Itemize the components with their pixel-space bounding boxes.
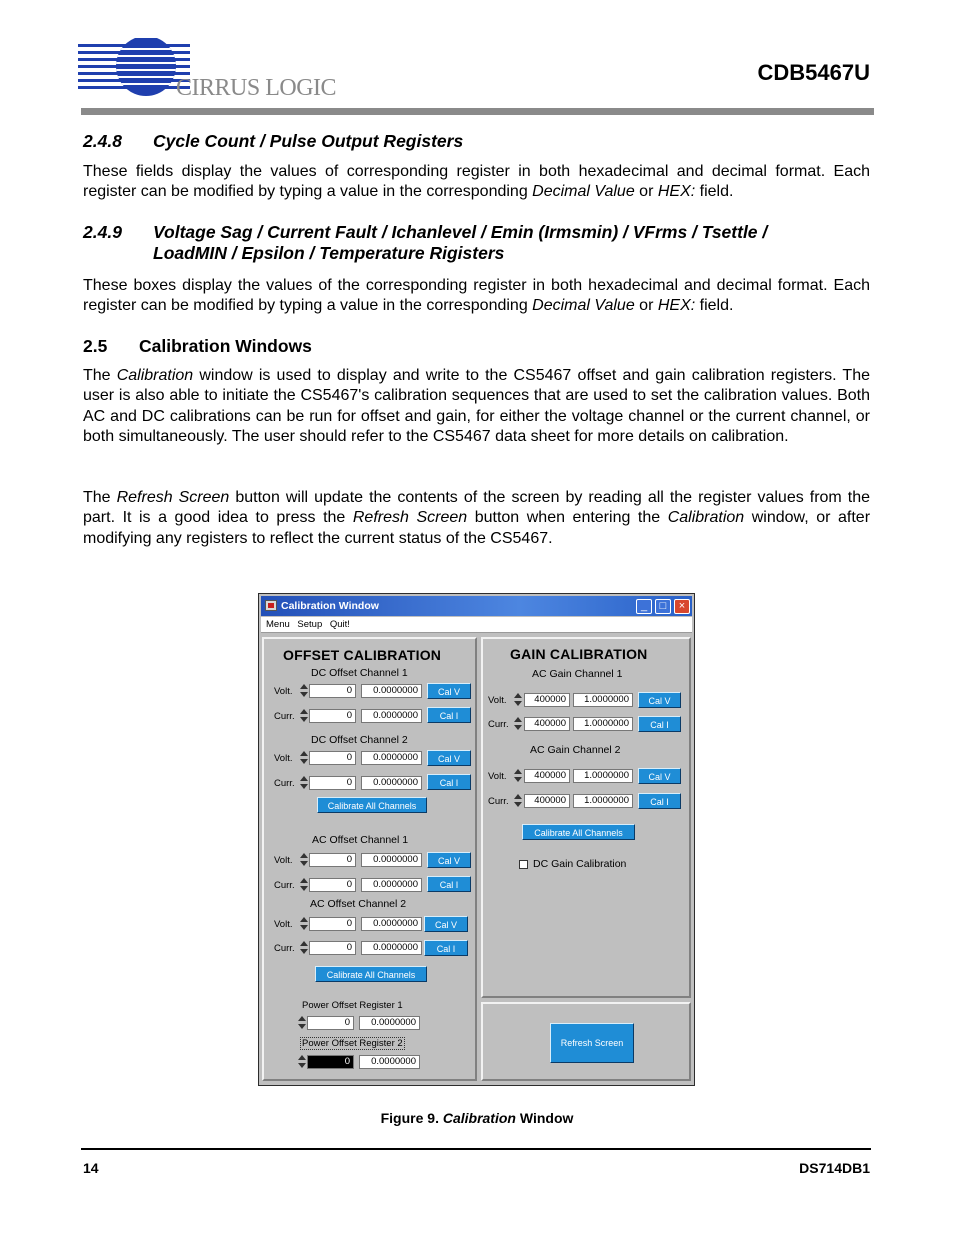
- spinner-icon[interactable]: [300, 684, 308, 697]
- hex-value-field[interactable]: 1.0000000: [573, 717, 633, 731]
- dc-offset-ch1-heading: DC Offset Channel 1: [311, 667, 408, 679]
- row-label: Volt.: [274, 686, 293, 697]
- ac-offset-ch1-heading: AC Offset Channel 1: [312, 834, 409, 846]
- spinner-icon[interactable]: [300, 941, 308, 954]
- ac-gain-ch1-heading: AC Gain Channel 1: [532, 668, 623, 680]
- row-label: Curr.: [274, 943, 295, 954]
- dc-offset-ch2-heading: DC Offset Channel 2: [311, 734, 408, 746]
- cirrus-logic-logo: [78, 38, 358, 102]
- section-heading-2-5: 2.5 Calibration Windows: [83, 336, 312, 356]
- close-icon[interactable]: ×: [674, 599, 690, 614]
- cirrus-logo-icon: [78, 38, 358, 102]
- page-number: 14: [83, 1160, 99, 1176]
- figure-caption: Figure 9. Calibration Window: [380, 1110, 574, 1126]
- refresh-screen-button[interactable]: Refresh Screen: [550, 1023, 634, 1063]
- row-label: Volt.: [488, 695, 507, 706]
- minimize-icon[interactable]: _: [636, 599, 652, 614]
- spinner-icon[interactable]: [300, 776, 308, 789]
- cal-v-button[interactable]: Cal V: [638, 768, 681, 784]
- dc-gain-label: DC Gain Calibration: [533, 858, 627, 870]
- row-label: Curr.: [488, 796, 509, 807]
- hex-value-field[interactable]: 0.0000000: [361, 878, 422, 892]
- svg-text:CIRRUS LOGIC: CIRRUS LOGIC: [176, 75, 337, 101]
- spinner-icon[interactable]: [300, 853, 308, 866]
- window-titlebar[interactable]: [261, 596, 692, 616]
- hex-value-field[interactable]: 1.0000000: [573, 794, 633, 808]
- power-offset-2-decimal[interactable]: 0: [307, 1055, 354, 1069]
- row-label: Volt.: [274, 753, 293, 764]
- gain-calibration-panel: [481, 637, 691, 998]
- row-label: Curr.: [488, 719, 509, 730]
- decimal-value-field[interactable]: 400000: [524, 794, 570, 808]
- section-2-5-paragraph-1: The Calibration window is used to display and write to the CS5467 offset and gain calibration registers. The user is also able to initiate the CS5467's calibration sequences that are used to set the calibration values. Both AC and DC calibrations can be run for offset and gain, for either the voltage channel or the current channel, or both simultaneously. The user should refer to the CS5467 data sheet for more details on calibration.: [83, 367, 871, 445]
- offset-panel-title: OFFSET CALIBRATION: [283, 647, 442, 663]
- decimal-value-field[interactable]: 0: [309, 776, 356, 790]
- cal-i-button[interactable]: Cal I: [638, 716, 681, 732]
- menu-item-setup[interactable]: Setup: [297, 619, 323, 630]
- decimal-value-field[interactable]: 0: [309, 751, 356, 765]
- ac-gain-ch2-heading: AC Gain Channel 2: [530, 744, 621, 756]
- refresh-panel: [481, 1002, 691, 1081]
- cal-v-button[interactable]: Cal V: [427, 683, 471, 699]
- cal-i-button[interactable]: Cal I: [427, 707, 471, 723]
- hex-value-field[interactable]: 0.0000000: [361, 917, 422, 931]
- hex-value-field[interactable]: 0.0000000: [361, 684, 422, 698]
- decimal-value-field[interactable]: 0: [309, 853, 356, 867]
- cal-i-button[interactable]: Cal I: [427, 774, 471, 790]
- spinner-icon[interactable]: [298, 1055, 306, 1068]
- decimal-value-field[interactable]: 0: [309, 941, 356, 955]
- row-label: Curr.: [274, 711, 295, 722]
- hex-value-field[interactable]: 0.0000000: [361, 853, 422, 867]
- spinner-icon[interactable]: [514, 693, 522, 706]
- decimal-value-field[interactable]: 400000: [524, 717, 570, 731]
- spinner-icon[interactable]: [300, 917, 308, 930]
- hex-value-field[interactable]: 1.0000000: [573, 769, 633, 783]
- decimal-value-field[interactable]: 0: [309, 684, 356, 698]
- cal-v-button[interactable]: Cal V: [427, 852, 471, 868]
- section-heading-2-4-9: 2.4.9 Voltage Sag / Current Fault / Ichanlevel / Emin (Irmsmin) / VFrms / Tsettle / LoadMIN / Epsilon / Temperature Rigisters: [83, 222, 768, 263]
- power-offset-1-decimal[interactable]: 0: [307, 1016, 354, 1030]
- hex-value-field[interactable]: 1.0000000: [573, 693, 633, 707]
- calibrate-all-gain-button[interactable]: Calibrate All Channels: [522, 824, 635, 840]
- spinner-icon[interactable]: [298, 1016, 306, 1029]
- calibrate-all-ac-offset-button[interactable]: Calibrate All Channels: [315, 966, 427, 982]
- document-code: DS714DB1: [799, 1160, 870, 1176]
- spinner-icon[interactable]: [300, 709, 308, 722]
- app-icon: [265, 600, 277, 611]
- cal-i-button[interactable]: Cal I: [424, 940, 468, 956]
- section-heading-2-4-8: 2.4.8 Cycle Count / Pulse Output Registers: [83, 131, 464, 151]
- cal-i-button[interactable]: Cal I: [427, 876, 471, 892]
- decimal-value-field[interactable]: 400000: [524, 769, 570, 783]
- section-2-5-paragraph-2: The Refresh Screen button will update the contents of the screen by reading all the register values from the part. It is a good idea to press the Refresh Screen button when entering the Calibration window, or after modifying any registers to reflect the current status of the CS5467.: [83, 489, 871, 547]
- power-offset-2-hex[interactable]: 0.0000000: [359, 1055, 420, 1069]
- ac-offset-ch2-heading: AC Offset Channel 2: [310, 898, 407, 910]
- dc-gain-checkbox[interactable]: [519, 860, 528, 869]
- decimal-value-field[interactable]: 0: [309, 709, 356, 723]
- hex-value-field[interactable]: 0.0000000: [361, 776, 422, 790]
- footer-rule: [81, 1148, 871, 1150]
- spinner-icon[interactable]: [514, 794, 522, 807]
- row-label: Volt.: [488, 771, 507, 782]
- menu-item-menu[interactable]: Menu: [266, 619, 290, 630]
- menu-bar: [261, 617, 692, 633]
- decimal-value-field[interactable]: 0: [309, 917, 356, 931]
- cal-v-button[interactable]: Cal V: [427, 750, 471, 766]
- row-label: Volt.: [274, 919, 293, 930]
- hex-value-field[interactable]: 0.0000000: [361, 709, 422, 723]
- hex-value-field[interactable]: 0.0000000: [361, 941, 422, 955]
- offset-calibration-panel: [262, 637, 477, 1081]
- cal-v-button[interactable]: Cal V: [638, 692, 681, 708]
- cal-i-button[interactable]: Cal I: [638, 793, 681, 809]
- power-offset-1-label: Power Offset Register 1: [302, 1000, 403, 1011]
- decimal-value-field[interactable]: 0: [309, 878, 356, 892]
- spinner-icon[interactable]: [514, 769, 522, 782]
- section-2-4-8-text: These fields display the values of corresponding register in both hexadecimal and decimal format. Each register can be modified by typing a value in the corresponding Decimal Value or HEX: field.: [83, 163, 870, 201]
- row-label: Volt.: [274, 855, 293, 866]
- calibration-window: [258, 593, 695, 1086]
- section-2-4-9-text: These boxes display the values of the corresponding register in both hexadecimal and decimal format. Each register can be modified by typing a value in the corresponding Decimal Value or HEX: field.: [83, 277, 870, 315]
- header-rule: [81, 108, 874, 115]
- spinner-icon[interactable]: [514, 717, 522, 730]
- spinner-icon[interactable]: [300, 878, 308, 891]
- cal-v-button[interactable]: Cal V: [424, 916, 468, 932]
- maximize-icon[interactable]: □: [655, 599, 671, 614]
- gain-panel-title: GAIN CALIBRATION: [510, 646, 648, 662]
- document-title: CDB5467U: [757, 60, 870, 85]
- power-offset-2-label: Power Offset Register 2: [302, 1038, 403, 1049]
- row-label: Curr.: [274, 778, 295, 789]
- row-label: Curr.: [274, 880, 295, 891]
- calibrate-all-dc-offset-button[interactable]: Calibrate All Channels: [317, 797, 427, 813]
- menu-item-quit[interactable]: Quit!: [329, 619, 350, 630]
- power-offset-1-hex[interactable]: 0.0000000: [359, 1016, 420, 1030]
- decimal-value-field[interactable]: 400000: [524, 693, 570, 707]
- hex-value-field[interactable]: 0.0000000: [361, 751, 422, 765]
- window-title: Calibration Window: [281, 600, 379, 612]
- spinner-icon[interactable]: [300, 751, 308, 764]
